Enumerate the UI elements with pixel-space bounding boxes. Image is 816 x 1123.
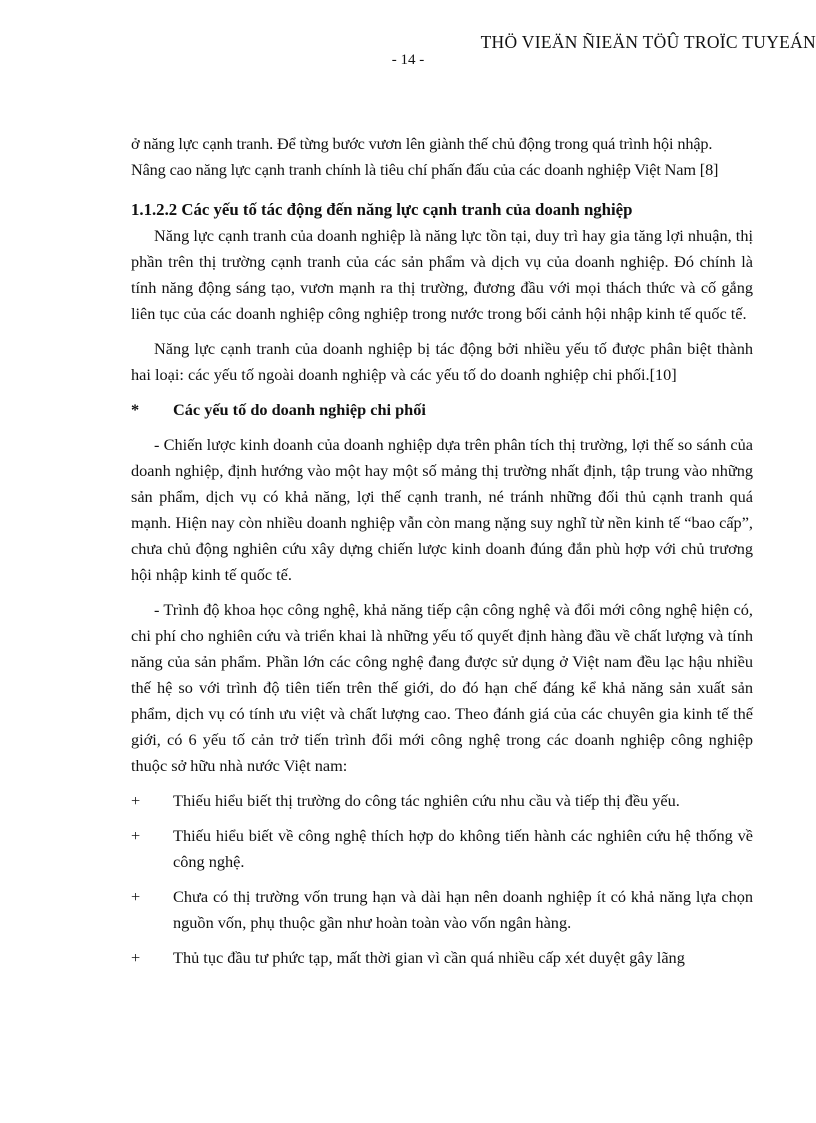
page-number: - 14 - [391, 52, 425, 68]
list-item-text: Thiếu hiểu biết thị trường do công tác nghiên cứu nhu cầu và tiếp thị đều yếu. [173, 791, 680, 810]
plus-marker: + [131, 887, 141, 906]
plus-marker: + [131, 791, 141, 810]
list-item [131, 823, 753, 875]
paragraph-competitiveness-definition: Năng lực cạnh tranh của doanh nghiệp là năng lực tồn tại, duy trì hay gia tăng lợi nhuận, thị phần trên thị trường cạnh tranh của các sản phẩm và dịch vụ của doanh nghiệp. Đó chính là tính năng động sáng tạo, vươn mạnh ra thị trường, đương đầu với mọi thách thức và cố gắng liên tục của các doanh nghiệp công nghiệp trong nước trong bối cảnh hội nhập kinh tế quốc tế. [131, 226, 753, 323]
list-item [131, 884, 753, 936]
list-item-text: Chưa có thị trường vốn trung hạn và dài hạn nên doanh nghiệp ít có khả năng lựa chọn nguồn vốn, phụ thuộc gần như hoàn toàn vào vốn ngân hàng. [173, 887, 753, 932]
list-item [131, 945, 753, 971]
library-header-title: THÖ VIEÄN ÑIEÄN TÖÛ TROÏC TUYEÁN [480, 32, 816, 52]
document-body [131, 131, 753, 971]
subheading-internal-factors [131, 397, 753, 423]
subheading-text: Các yếu tố do doanh nghiệp chi phối [173, 400, 426, 419]
intro-line-2: Nâng cao năng lực cạnh tranh chính là tiêu chí phấn đấu của các doanh nghiệp Việt Nam [8] [131, 160, 719, 179]
plus-marker: + [131, 826, 141, 845]
paragraph-technology-level: - Trình độ khoa học công nghệ, khả năng tiếp cận công nghệ và đổi mới công nghệ hiện có, chi phí cho nghiên cứu và triển khai là những yếu tố quyết định hàng đầu về chất lượng và tính năng của sản phẩm. Phần lớn các công nghệ đang được sử dụng ở Việt nam đều lạc hậu nhiều thế hệ so với trình độ tiên tiến trên thế giới, do đó hạn chế đáng kể khả năng sản xuất sản phẩm, dịch vụ có tính ưu việt và chất lượng cao. Theo đánh giá của các chuyên gia kinh tế thế giới, có 6 yếu tố cản trở tiến trình đổi mới công nghệ trong các doanh nghiệp công nghiệp thuộc sở hữu nhà nước Việt nam: [131, 600, 753, 775]
intro-line-1: ở năng lực cạnh tranh. Để từng bước vươn lên giành thế chủ động trong quá trình hội nhập. [131, 134, 713, 153]
list-item-text: Thiếu hiểu biết về công nghệ thích hợp do không tiến hành các nghiên cứu hệ thống về công nghệ. [173, 826, 753, 871]
list-item [131, 788, 753, 814]
list-item-text: Thủ tục đầu tư phức tạp, mất thời gian vì cần quá nhiều cấp xét duyệt gây lãng [173, 948, 685, 967]
plus-marker: + [131, 948, 141, 967]
paragraph-business-strategy: - Chiến lược kinh doanh của doanh nghiệp dựa trên phân tích thị trường, lợi thế so sánh của doanh nghiệp, định hướng vào một hay một số mảng thị trường nhất định, tập trung vào những sản phẩm, dịch vụ có khả năng, lợi thế cạnh tranh, né tránh những đối thủ cạnh tranh quá mạnh. Hiện nay còn nhiều doanh nghiệp vẫn còn mang nặng suy nghĩ từ nền kinh tế “bao cấp”, chưa chủ động nghiên cứu xây dựng chiến lược kinh doanh đúng đắn phù hợp với chủ trương hội nhập kinh tế quốc tế. [131, 435, 753, 584]
paragraph-influencing-factors: Năng lực cạnh tranh của doanh nghiệp bị tác động bởi nhiều yếu tố được phân biệt thành hai loại: các yếu tố ngoài doanh nghiệp và các yếu tố do doanh nghiệp chi phối.[10] [131, 339, 753, 384]
section-heading: 1.1.2.2 Các yếu tố tác động đến năng lực cạnh tranh của doanh nghiệp [131, 200, 633, 219]
asterisk-marker: * [131, 400, 140, 419]
